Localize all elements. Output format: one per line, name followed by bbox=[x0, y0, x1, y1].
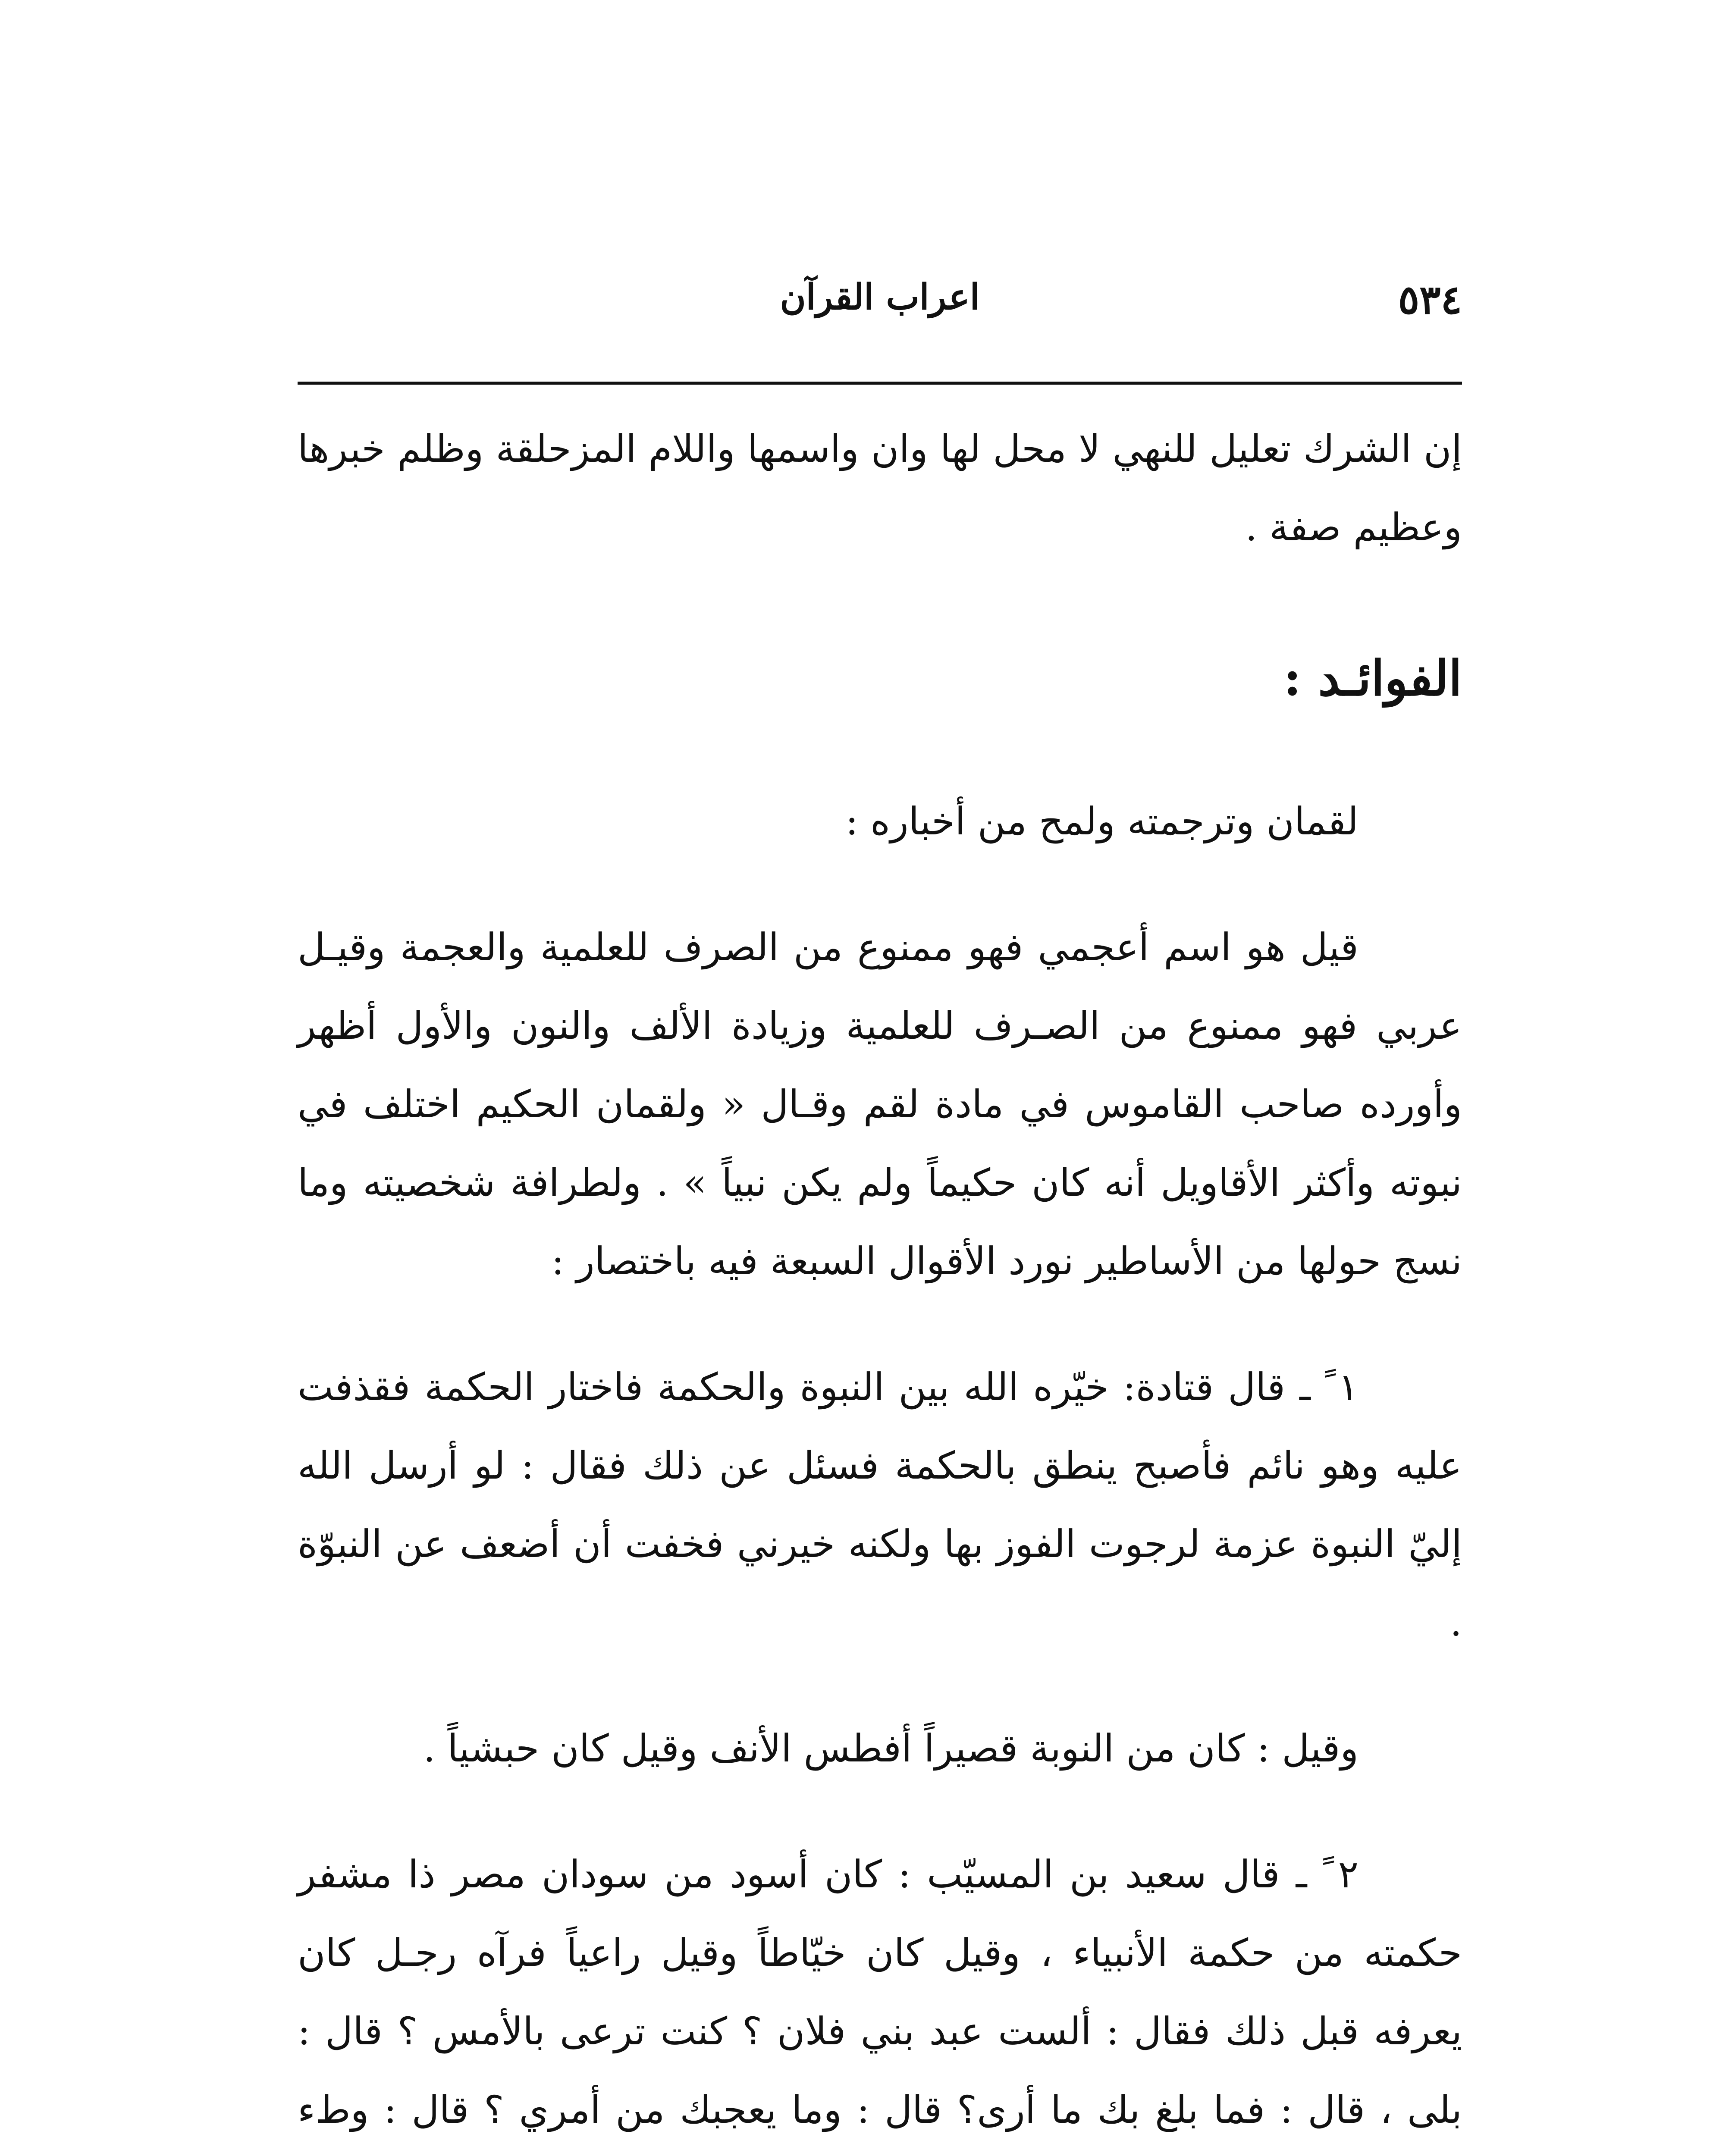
spacer bbox=[298, 1788, 1462, 1835]
running-title: اعراب القرآن bbox=[780, 276, 980, 318]
paragraph-subtitle: لقمان وترجمته ولمح من أخباره : bbox=[845, 799, 1359, 843]
paragraph-musayyab: ٢ ً ـ قال سعيد بن المسيّب : كان أسود من سودان مصر ذا مشفر حكمته من حكمة الأنبياء ، وقيل كان خيّاطاً وقيل راعياً فرآه رجـل كان يعرفه قبل ذلك فقال : ألست عبد بني فلان ؟ كنت ترعى بالأمس ؟ قال : بلى ، قال : فما بلغ بك ما أرى؟ قال : وما يعجبك من أمري ؟ قال : وطء bbox=[298, 1852, 1462, 2132]
page-header bbox=[298, 259, 1462, 358]
paragraph-nubian: وقيل : كان من النوبة قصيراً أفطس الأنف وقيل كان حبشياً . bbox=[423, 1726, 1359, 1771]
page-number: ٥٣٤ bbox=[1398, 276, 1462, 323]
spacer bbox=[298, 718, 1462, 782]
spacer bbox=[298, 1300, 1462, 1348]
header-rule bbox=[298, 382, 1462, 385]
page-body bbox=[298, 410, 1462, 2156]
spacer bbox=[298, 861, 1462, 908]
section-title: الفوائـد : bbox=[1283, 650, 1462, 707]
paragraph-luqman-name: قيل هو اسم أعجمي فهو ممنوع من الصرف للعلمية والعجمة وقيـل عربي فهو ممنوع من الصـرف للعلمية وزيادة الألف والنون والأول أظهر وأورده صاحب القاموس في مادة لقم وقـال « ولقمان الحكيم اختلف في نبوته وأكثر الأقاويل أنه كان حكيماً ولم يكن نبياً » . ولطرافة شخصيته وما نسج حولها من الأساطير نورد الأقوال السبعة فيه باختصار : bbox=[298, 925, 1462, 1283]
paragraph-qatada: ١ ً ـ قال قتادة: خيّره الله بين النبوة والحكمة فاختار الحكمة فقذفت عليه وهو نائم فأصبح ينطق بالحكمة فسئل عن ذلك فقال : لو أرسل الله إليّ النبوة عزمة لرجوت الفوز بها ولكنه خيرني فخفت أن أضعف عن النبوّة . bbox=[298, 1365, 1462, 1645]
spacer bbox=[298, 567, 1462, 640]
paragraph-intro: إن الشرك تعليل للنهي لا محل لها وان واسمها واللام المزحلقة وظلم خبرها وعظيم صفة . bbox=[298, 426, 1462, 549]
spacer bbox=[298, 1662, 1462, 1709]
